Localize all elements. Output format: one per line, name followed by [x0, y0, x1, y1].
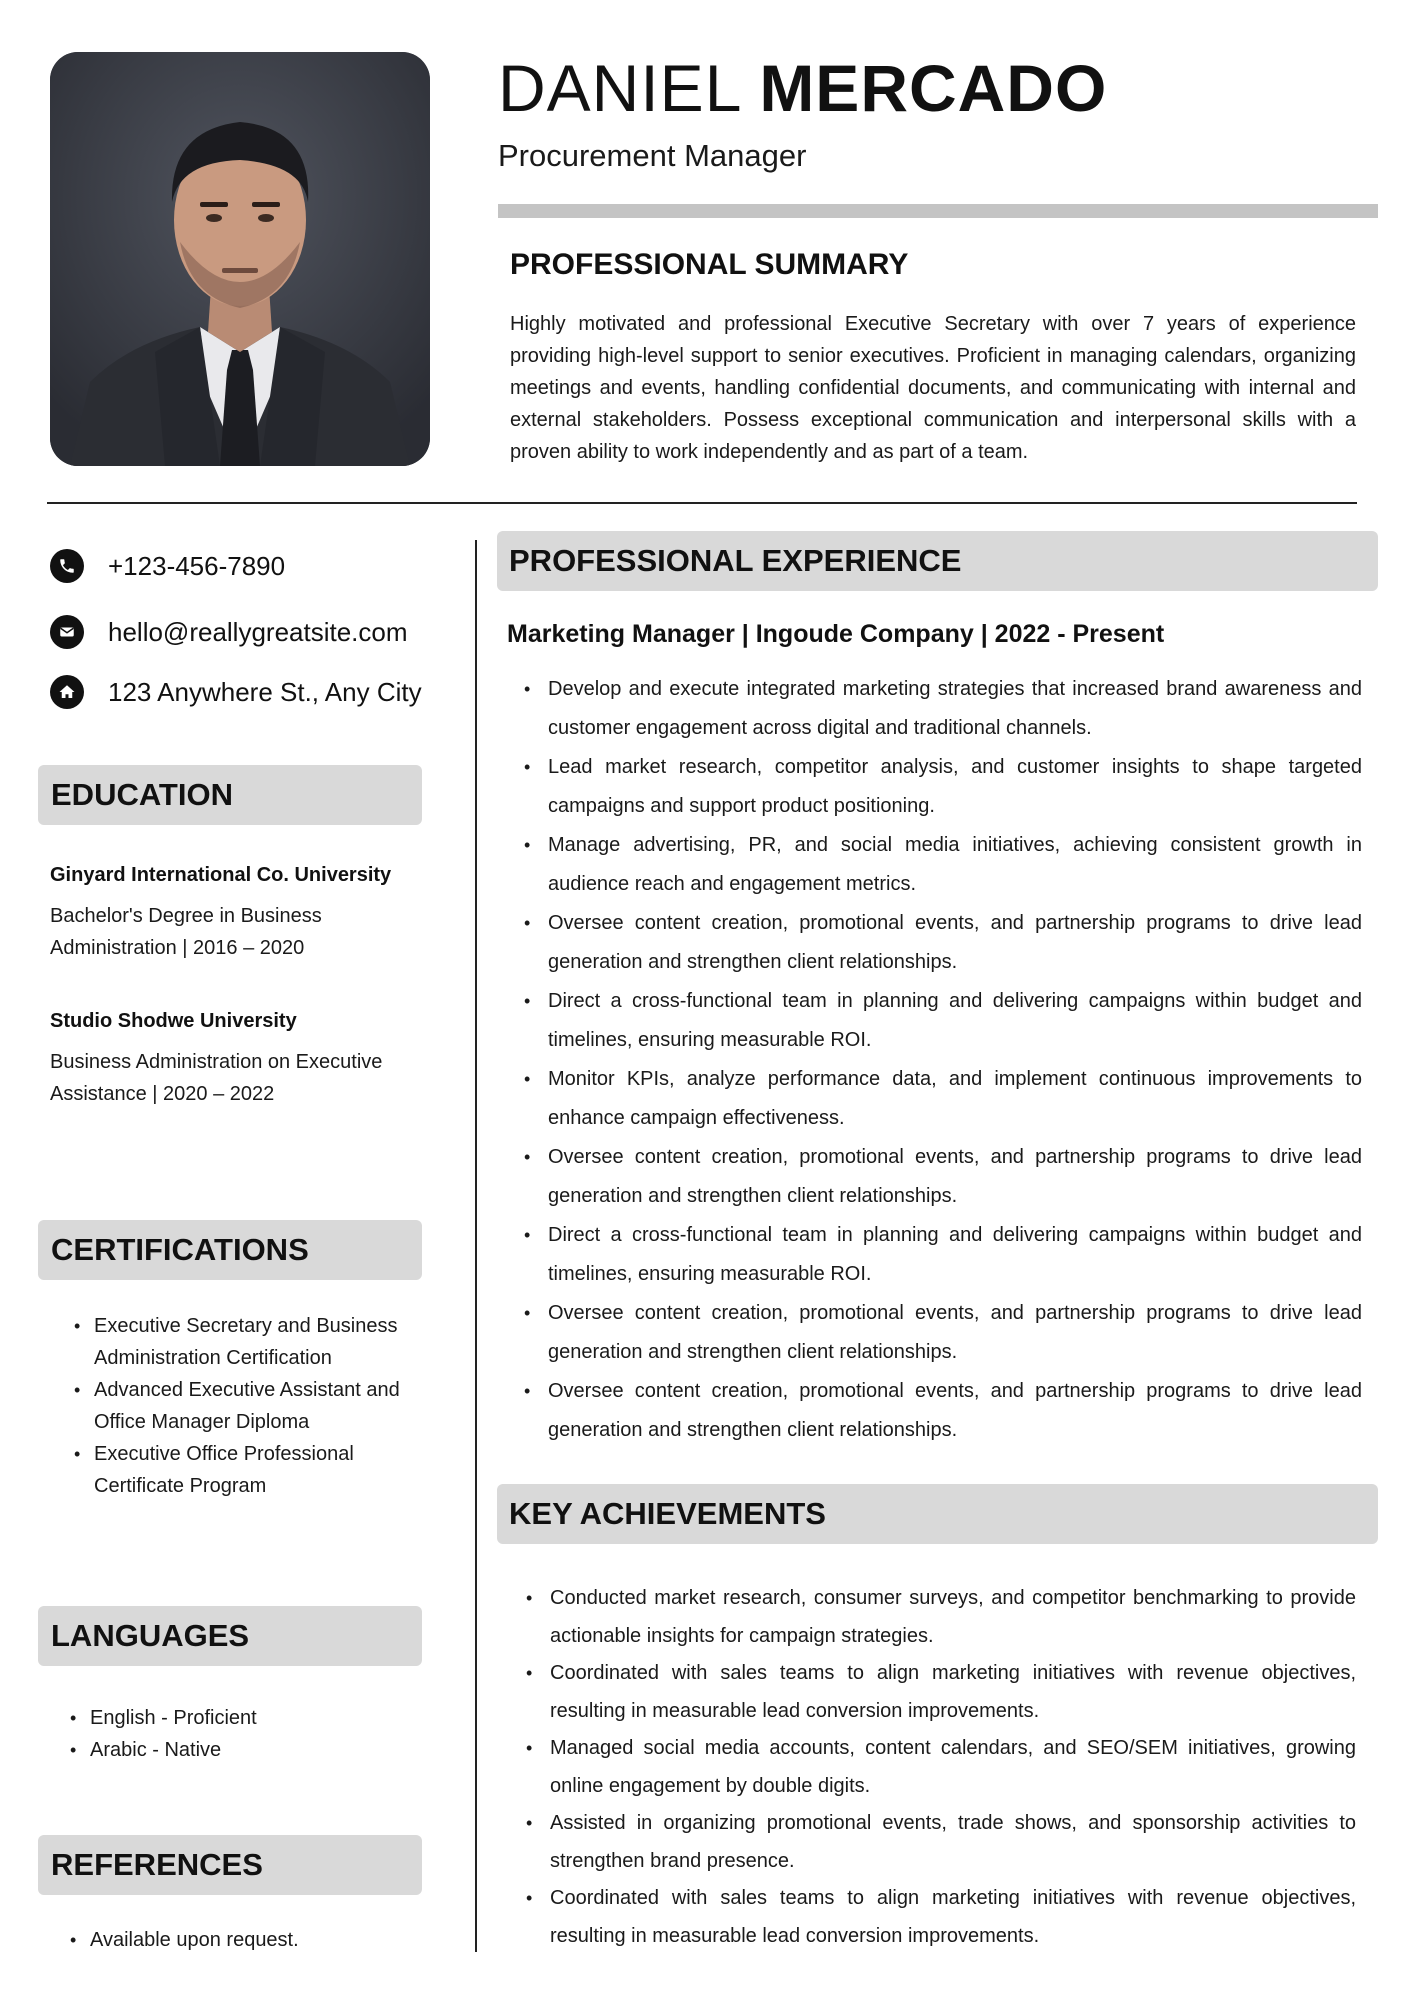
list-item: • Assisted in organizing promotional events, trade shows, and sponsorship activities to strengthen brand presence. — [510, 1805, 1356, 1880]
references-heading-box — [38, 1835, 422, 1895]
contact-phone-row — [50, 546, 285, 586]
list-item: • Advanced Executive Assistant and Office Manager Diploma — [66, 1374, 406, 1438]
contact-email: hello@reallygreatsite.com — [108, 616, 408, 647]
education-heading: EDUCATION — [51, 777, 233, 812]
education-school: Studio Shodwe University — [50, 1010, 297, 1032]
experience-heading: PROFESSIONAL EXPERIENCE — [509, 543, 962, 578]
list-item: • Monitor KPIs, analyze performance data, and implement continuous improvements to enhance campaign effectiveness. — [508, 1060, 1362, 1138]
job-heading: Marketing Manager | Ingoude Company | 2022 - Present — [507, 620, 1165, 648]
home-icon — [50, 675, 84, 709]
list-item: • Coordinated with sales teams to align marketing initiatives with revenue objectives, resulting in measurable lead conversion improvements. — [510, 1880, 1356, 1955]
list-item: • English - Proficient — [62, 1702, 402, 1734]
references-list — [62, 1924, 402, 1956]
achievements-heading: KEY ACHIEVEMENTS — [509, 1496, 826, 1531]
education-detail: Bachelor's Degree in Business Administration | 2016 – 2020 — [50, 905, 322, 959]
list-item: • Oversee content creation, promotional events, and partnership programs to drive lead generation and strengthen client relationships. — [508, 904, 1362, 982]
languages-heading-box — [38, 1606, 422, 1666]
achievements-heading-box — [497, 1484, 1378, 1544]
contact-email-row — [50, 612, 408, 652]
languages-list — [62, 1702, 402, 1766]
list-item: • Arabic - Native — [62, 1734, 402, 1766]
portrait-illustration — [50, 52, 430, 466]
list-item: • Direct a cross-functional team in planning and delivering campaigns within budget and timelines, ensuring measurable ROI. — [508, 1216, 1362, 1294]
list-item: • Oversee content creation, promotional events, and partnership programs to drive lead generation and strengthen client relationships. — [508, 1138, 1362, 1216]
experience-heading-box — [497, 531, 1378, 591]
contact-address: 123 Anywhere St., Any City — [108, 676, 422, 707]
list-item: • Oversee content creation, promotional events, and partnership programs to drive lead generation and strengthen client relationships. — [508, 1372, 1362, 1450]
references-heading: REFERENCES — [51, 1847, 263, 1882]
list-item: • Oversee content creation, promotional events, and partnership programs to drive lead generation and strengthen client relationships. — [508, 1294, 1362, 1372]
profile-photo — [50, 52, 430, 466]
certifications-list — [66, 1310, 406, 1502]
list-item: • Direct a cross-functional team in planning and delivering campaigns within budget and timelines, ensuring measurable ROI. — [508, 982, 1362, 1060]
summary-text: Highly motivated and professional Executive Secretary with over 7 years of experience providing high-level support to senior executives. Proficient in managing calendars, organizing meetings and events, handling confidential documents, and communicating with internal and external stakeholders. Possess exceptional communication and interpersonal skills with a proven ability to work independently and as part of a team. — [510, 313, 1356, 463]
list-item: • Lead market research, competitor analysis, and customer insights to shape targeted campaigns and support product positioning. — [508, 748, 1362, 826]
list-item: • Coordinated with sales teams to align marketing initiatives with revenue objectives, resulting in measurable lead conversion improvements. — [510, 1655, 1356, 1730]
list-item: • Executive Secretary and Business Administration Certification — [66, 1310, 406, 1374]
header-divider-bar — [498, 204, 1378, 218]
education-school: Ginyard International Co. University — [50, 864, 392, 886]
vertical-divider — [475, 540, 477, 1952]
last-name: MERCADO — [759, 51, 1108, 125]
job-title: Procurement Manager — [498, 138, 807, 173]
contact-phone: +123-456-7890 — [108, 550, 286, 581]
experience-bullets — [508, 670, 1362, 1450]
list-item: • Conducted market research, consumer surveys, and competitor benchmarking to provide actionable insights for campaign strategies. — [510, 1580, 1356, 1655]
certifications-heading-box — [38, 1220, 422, 1280]
list-item: • Managed social media accounts, content calendars, and SEO/SEM initiatives, growing online engagement by double digits. — [510, 1730, 1356, 1805]
horizontal-divider — [47, 502, 1357, 504]
education-heading-box — [38, 765, 422, 825]
education-detail: Business Administration on Executive Assistance | 2020 – 2022 — [50, 1051, 383, 1105]
list-item: • Develop and execute integrated marketing strategies that increased brand awareness and customer engagement across digital and traditional channels. — [508, 670, 1362, 748]
languages-heading: LANGUAGES — [51, 1618, 250, 1653]
first-name: DANIEL — [498, 51, 740, 125]
mail-icon — [50, 615, 84, 649]
certifications-heading: CERTIFICATIONS — [51, 1232, 309, 1267]
list-item: • Executive Office Professional Certificate Program — [66, 1438, 406, 1502]
list-item: • Available upon request. — [62, 1924, 402, 1956]
candidate-name — [498, 52, 1107, 124]
achievements-bullets — [510, 1580, 1356, 1955]
summary-heading: PROFESSIONAL SUMMARY — [510, 248, 909, 281]
contact-address-row — [50, 672, 422, 712]
phone-icon — [50, 549, 84, 583]
list-item: • Manage advertising, PR, and social media initiatives, achieving consistent growth in audience reach and engagement metrics. — [508, 826, 1362, 904]
